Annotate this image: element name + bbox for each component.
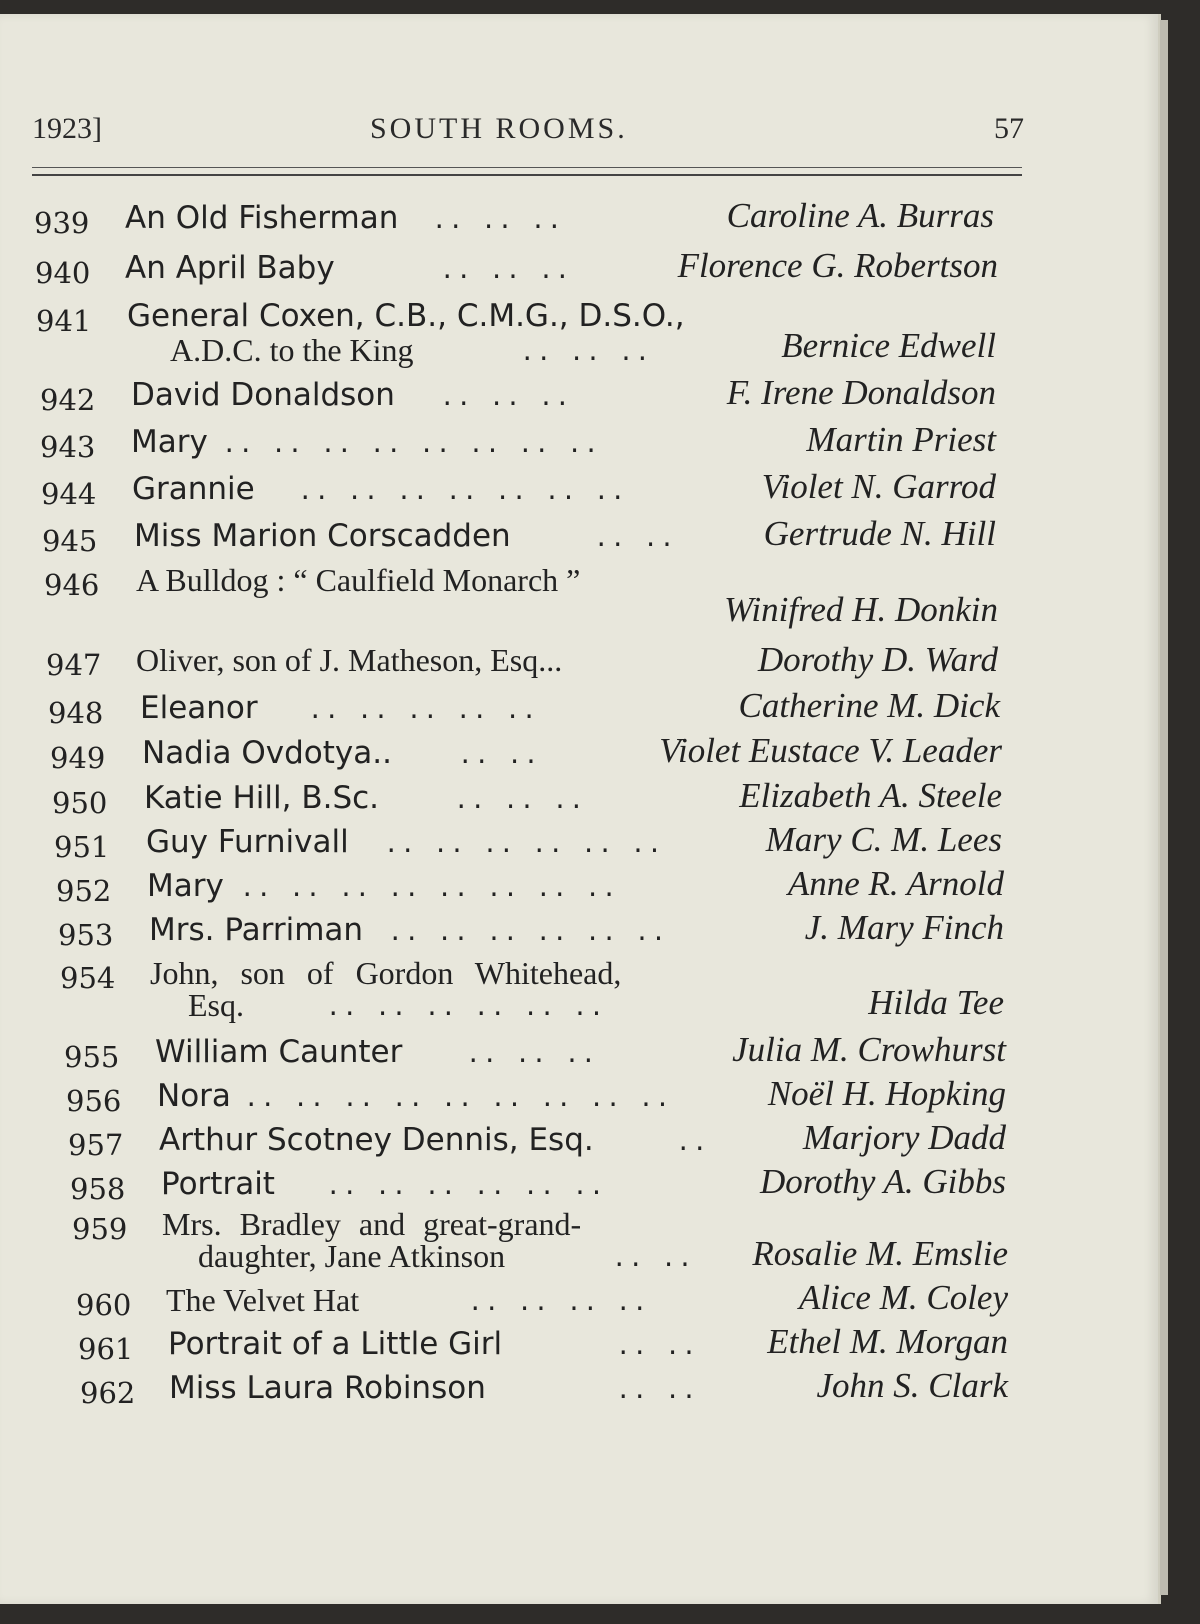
entry-artist: Violet Eustace V. Leader	[659, 731, 1002, 770]
entry-title: Mary	[147, 868, 224, 904]
entry-title: Mrs. Parriman	[149, 912, 364, 948]
entry-artist: F. Irene Donaldson	[726, 373, 996, 412]
leader-dots: .. .. .. .. .. ..	[326, 993, 606, 1021]
entry-number: 957	[68, 1128, 124, 1162]
leader-dots: .. .. .. .. .. .. .. .. ..	[244, 1084, 672, 1112]
leader-dots: .. .. .. .. .. ..	[388, 918, 668, 946]
leader-dots: .. .. .. .. .. .. ..	[298, 477, 627, 505]
leader-dots: .. .. .. .. .. .. .. ..	[222, 430, 601, 458]
entry-artist: J. Mary Finch	[804, 908, 1004, 947]
entry-title: William Caunter	[155, 1034, 403, 1070]
leader-dots: .. .. ..	[432, 206, 564, 234]
entry-artist: Gertrude N. Hill	[763, 514, 996, 553]
leader-dots: .. ..	[616, 1332, 699, 1360]
entry-number: 939	[34, 206, 90, 240]
entry-artist: Martin Priest	[806, 420, 996, 459]
page-number: 57	[994, 112, 1024, 145]
leader-dots: .. .. .. .. ..	[308, 696, 539, 724]
entry-number: 952	[56, 874, 112, 908]
entry-number: 943	[40, 430, 96, 464]
entry-title: John, son of Gordon Whitehead,	[150, 955, 622, 991]
entry-artist: John S. Clark	[816, 1366, 1008, 1405]
leader-dots: .. .. .. ..	[468, 1288, 649, 1316]
entry-title: Nadia Ovdotya..	[142, 735, 392, 771]
entry-title: Portrait of a Little Girl	[168, 1326, 503, 1362]
entry-title: The Velvet Hat	[166, 1282, 360, 1318]
entry-number: 942	[40, 383, 96, 417]
header-title: SOUTH ROOMS.	[370, 112, 628, 145]
entry-title: Guy Furnivall	[146, 824, 349, 860]
leader-dots: .. ..	[594, 524, 677, 552]
page-edge	[1160, 20, 1168, 1595]
entry-artist: Hilda Tee	[868, 983, 1004, 1022]
entry-artist: Rosalie M. Emslie	[752, 1234, 1008, 1273]
leader-dots: ..	[676, 1128, 709, 1156]
entry-title-continued: A.D.C. to the King	[170, 332, 414, 368]
entry-artist: Winifred H. Donkin	[724, 590, 998, 629]
entry-title: Miss Marion Corscadden	[134, 518, 511, 554]
entry-title: Portrait	[161, 1166, 275, 1202]
entry-artist: Alice M. Coley	[799, 1278, 1008, 1317]
entry-title: Eleanor	[140, 690, 258, 726]
entry-number: 954	[60, 961, 116, 995]
entry-number: 956	[66, 1084, 122, 1118]
entry-artist: Julia M. Crowhurst	[732, 1030, 1006, 1069]
entry-number: 962	[80, 1376, 136, 1410]
leader-dots: .. ..	[612, 1244, 695, 1272]
entry-number: 951	[54, 830, 110, 864]
leader-dots: .. .. ..	[520, 338, 652, 366]
leader-dots: .. .. .. .. .. ..	[384, 830, 664, 858]
leader-dots: .. .. .. .. .. ..	[326, 1172, 606, 1200]
entry-artist: Marjory Dadd	[802, 1118, 1006, 1157]
entry-artist: Elizabeth A. Steele	[739, 776, 1002, 815]
entry-number: 944	[41, 477, 97, 511]
entry-artist: Dorothy D. Ward	[757, 640, 998, 679]
leader-dots: .. ..	[616, 1376, 699, 1404]
leader-dots: .. ..	[458, 741, 541, 769]
entry-title: Mrs. Bradley and great-grand-	[162, 1206, 582, 1242]
leader-dots: .. .. ..	[440, 256, 572, 284]
entry-number: 955	[64, 1040, 120, 1074]
entry-title: Oliver, son of J. Matheson, Esq...	[136, 642, 563, 678]
entry-title: Nora	[157, 1078, 231, 1114]
entry-title: Miss Laura Robinson	[169, 1370, 486, 1406]
entry-title: General Coxen, C.B., C.M.G., D.S.O.,	[127, 298, 685, 334]
entry-title: A Bulldog : “ Caulfield Monarch ”	[136, 562, 581, 598]
entry-title: Arthur Scotney Dennis, Esq.	[159, 1122, 594, 1158]
entry-artist: Bernice Edwell	[781, 326, 996, 365]
entry-number: 941	[36, 304, 92, 338]
entry-number: 947	[46, 648, 102, 682]
entry-artist: Ethel M. Morgan	[767, 1322, 1008, 1361]
leader-dots: .. .. .. .. .. .. .. ..	[240, 874, 619, 902]
entry-artist: Noël H. Hopking	[767, 1074, 1006, 1113]
leader-dots: .. .. ..	[454, 786, 586, 814]
entry-number: 961	[78, 1332, 134, 1366]
entry-artist: Caroline A. Burras	[726, 196, 994, 235]
entry-artist: Mary C. M. Lees	[765, 820, 1002, 859]
entry-artist: Catherine M. Dick	[738, 686, 1000, 725]
entry-artist: Violet N. Garrod	[761, 467, 996, 506]
entry-title: An April Baby	[125, 250, 335, 286]
entry-title: David Donaldson	[131, 377, 395, 413]
entry-title-continued: daughter, Jane Atkinson	[198, 1238, 506, 1274]
entry-artist: Florence G. Robertson	[677, 246, 998, 285]
entry-number: 959	[72, 1212, 128, 1246]
entry-number: 958	[70, 1172, 126, 1206]
entry-title: An Old Fisherman	[125, 200, 399, 236]
entry-number: 960	[76, 1288, 132, 1322]
leader-dots: .. .. ..	[440, 383, 572, 411]
entry-number: 953	[58, 918, 114, 952]
entry-number: 940	[35, 256, 91, 290]
entry-title: Grannie	[132, 471, 255, 507]
header-year: 1923]	[32, 112, 102, 145]
entry-number: 946	[44, 568, 100, 602]
entry-artist: Anne R. Arnold	[787, 864, 1004, 903]
entry-number: 949	[50, 741, 106, 775]
entry-number: 950	[52, 786, 108, 820]
entry-title: Mary	[131, 424, 208, 460]
entry-title-continued: Esq.	[188, 987, 244, 1023]
entry-artist: Dorothy A. Gibbs	[760, 1162, 1006, 1201]
entry-number: 945	[42, 524, 98, 558]
entry-number: 948	[48, 696, 104, 730]
leader-dots: .. .. ..	[466, 1040, 598, 1068]
entry-title: Katie Hill, B.Sc.	[144, 780, 380, 816]
